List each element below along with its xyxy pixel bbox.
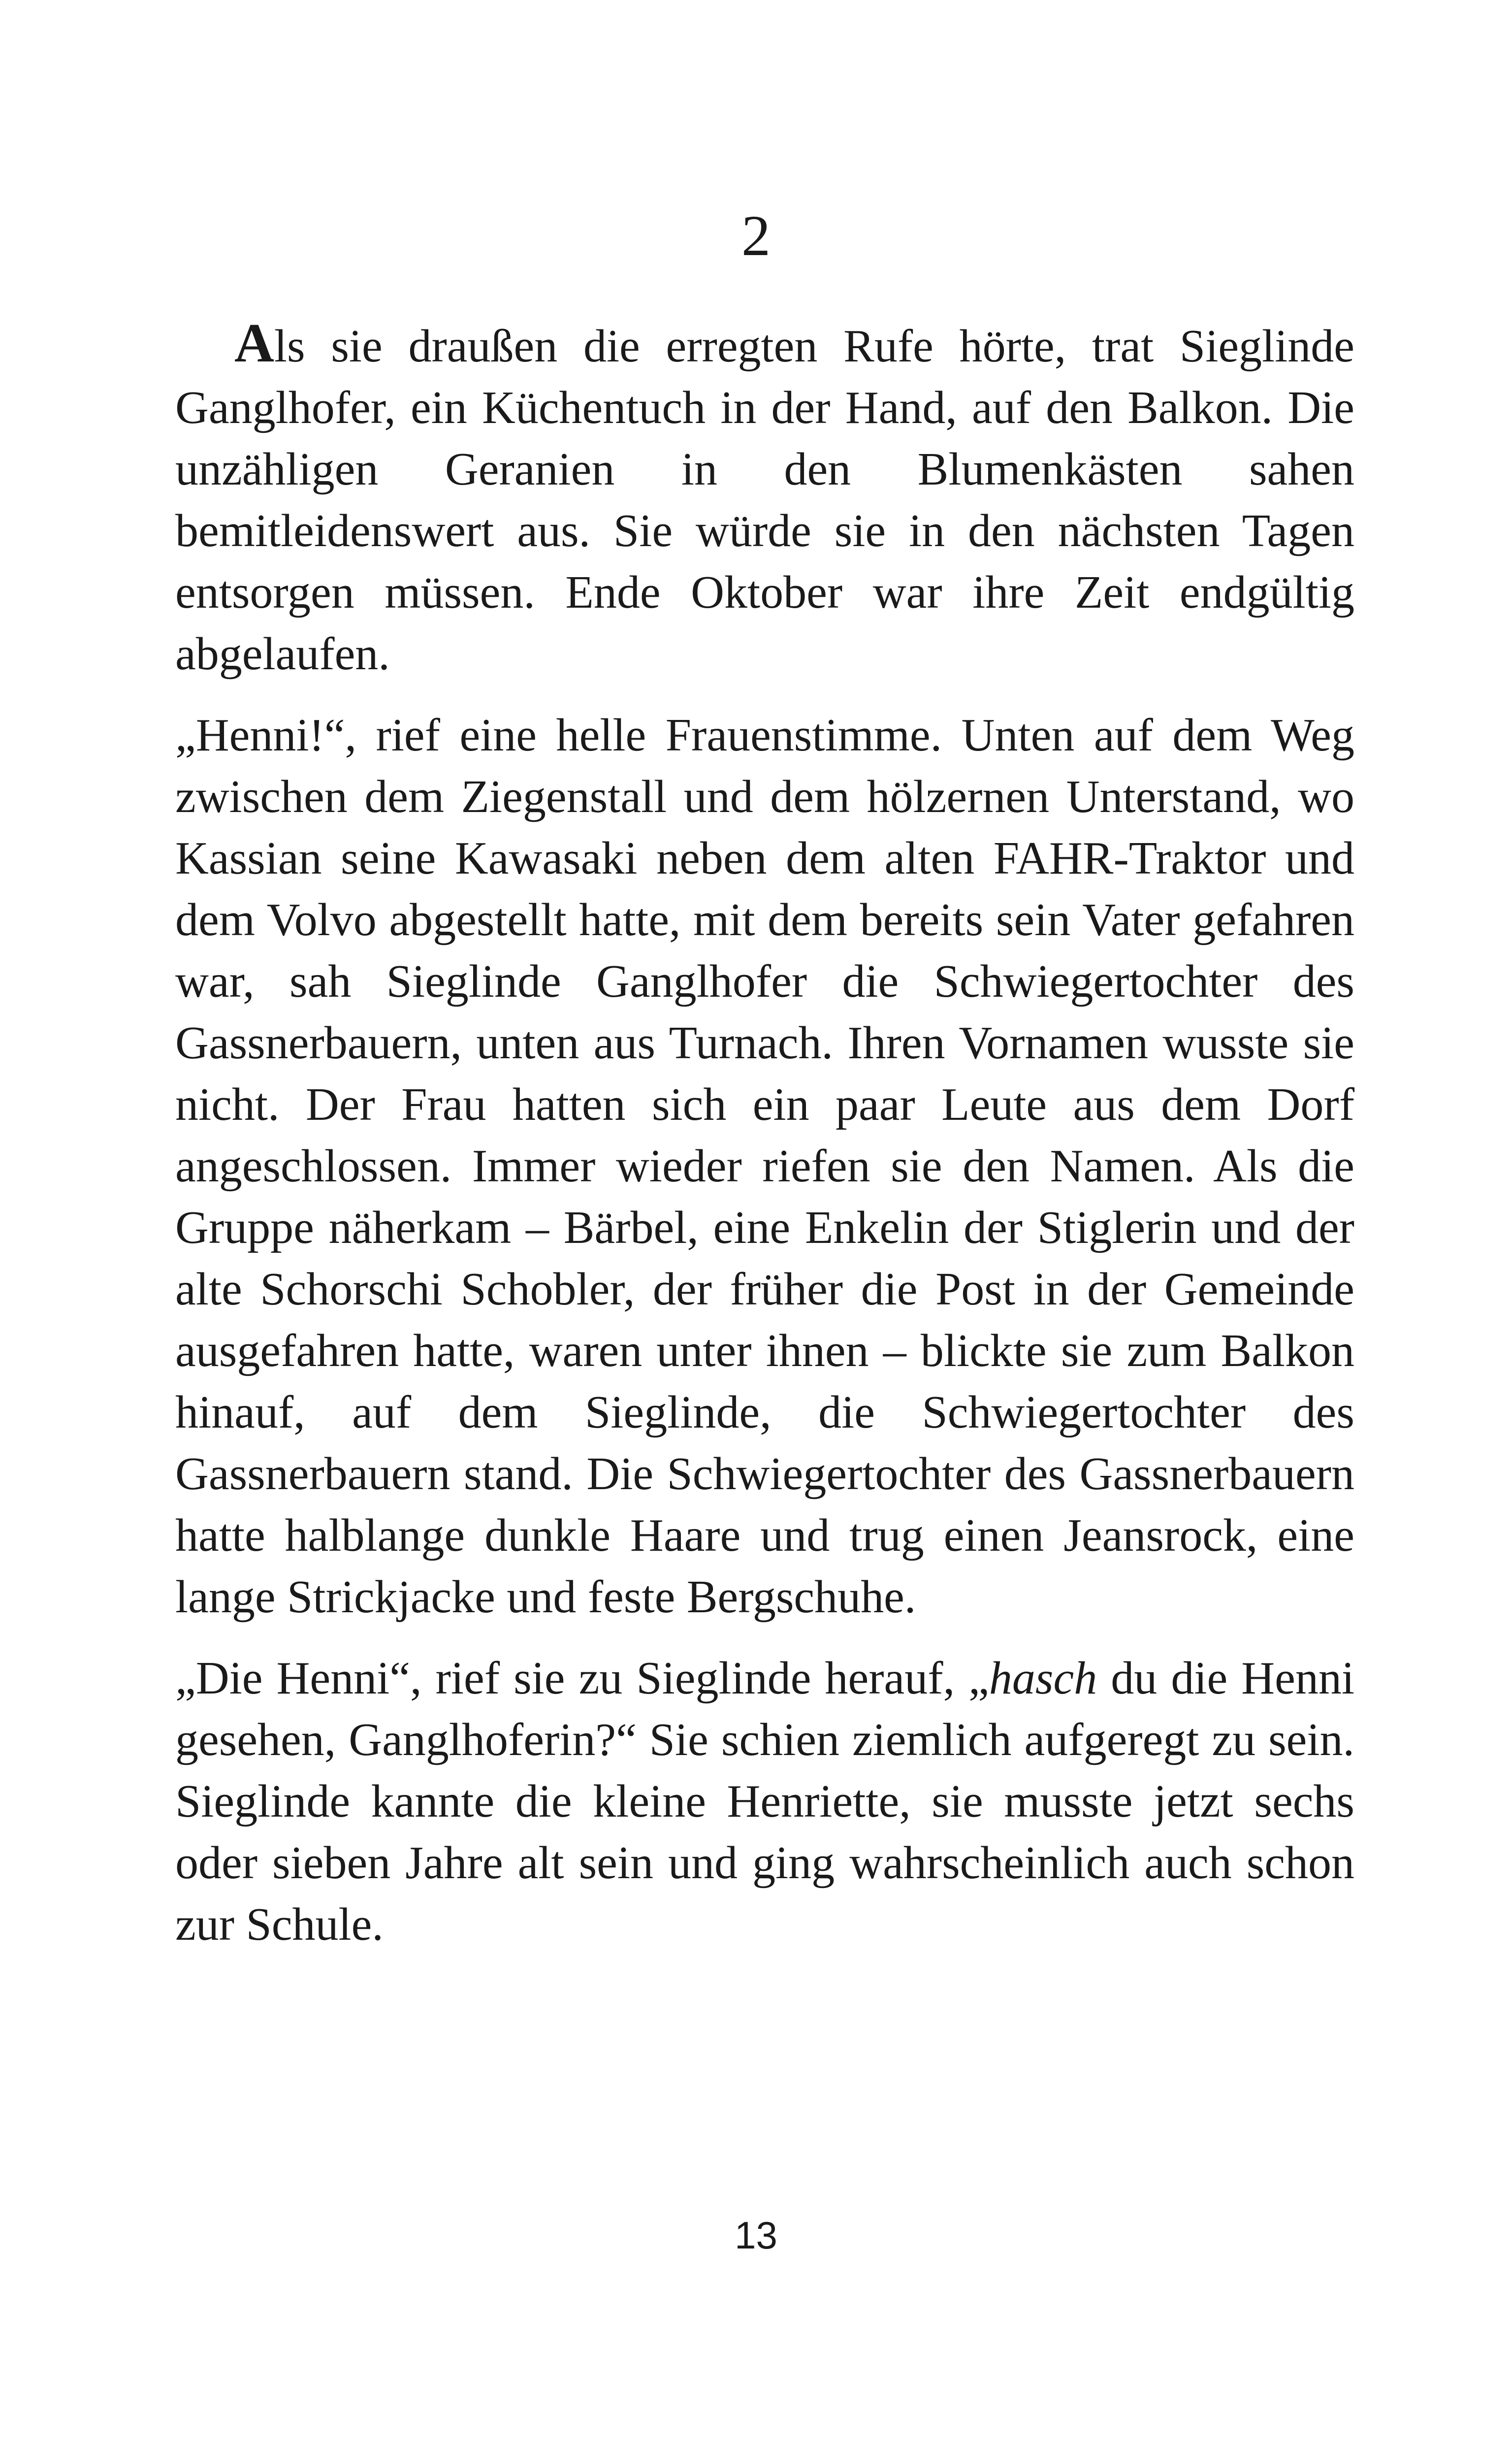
paragraph-1-text: ls sie draußen die erregten Rufe hörte, trat Sieglinde Ganglhofer, ein Küchentuch in der Hand, auf den Balkon. Die unzähligen Geranien in den Blumenkästen sahen bemitleidenswert aus. Sie würde sie in den nächsten Tagen entsorgen müssen. Ende Oktober war ihre Zeit endgültig abgelaufen. bbox=[175, 321, 1354, 680]
paragraph-1 bbox=[175, 313, 1354, 685]
paragraph-3-text-end: du die Henni gesehen, Ganglhoferin?“ Sie schien ziemlich aufgeregt zu sein. Sieglinde kannte die kleine Henriette, sie musste jetzt sechs oder sieben Jahre alt sein und ging wahrscheinlich auch schon zur Schule. bbox=[175, 1653, 1355, 1950]
page-number: 13 bbox=[735, 2214, 777, 2257]
paragraph-3-italic-word: hasch bbox=[989, 1653, 1097, 1704]
paragraph-3 bbox=[175, 1648, 1354, 1955]
paragraph-3-text-start: „Die Henni“, rief sie zu Sieglinde herauf, „ bbox=[175, 1653, 989, 1704]
chapter-number: 2 bbox=[741, 203, 771, 268]
paragraph-2: „Henni!“, rief eine helle Frauenstimme. Unten auf dem Weg zwischen dem Ziegenstall und dem hölzernen Unterstand, wo Kassian seine Kawasaki neben dem alten FAHR-Traktor und dem Volvo abgestellt hatte, mit dem bereits sein Vater gefahren war, sah Sieglinde Ganglhofer die Schwiegertochter des Gassnerbauern, unten aus Turnach. Ihren Vornamen wusste sie nicht. Der Frau hatten sich ein paar Leute aus dem Dorf angeschlossen. Immer wieder riefen sie den Namen. Als die Gruppe näherkam – Bärbel, eine Enkelin der Stiglerin und der alte Schorschi Schobler, der früher die Post in der Gemeinde ausgefahren hatte, waren unter ihnen – blickte sie zum Balkon hinauf, auf dem Sieglinde, die Schwiegertochter des Gassnerbauern stand. Die Schwiegertochter des Gassnerbauern hatte halblange dunkle Haare und trug einen Jeansrock, eine lange Strickjacke und feste Bergschuhe. bbox=[175, 710, 1354, 1623]
drop-cap-letter: A bbox=[234, 313, 274, 374]
body-text bbox=[175, 313, 1354, 1975]
